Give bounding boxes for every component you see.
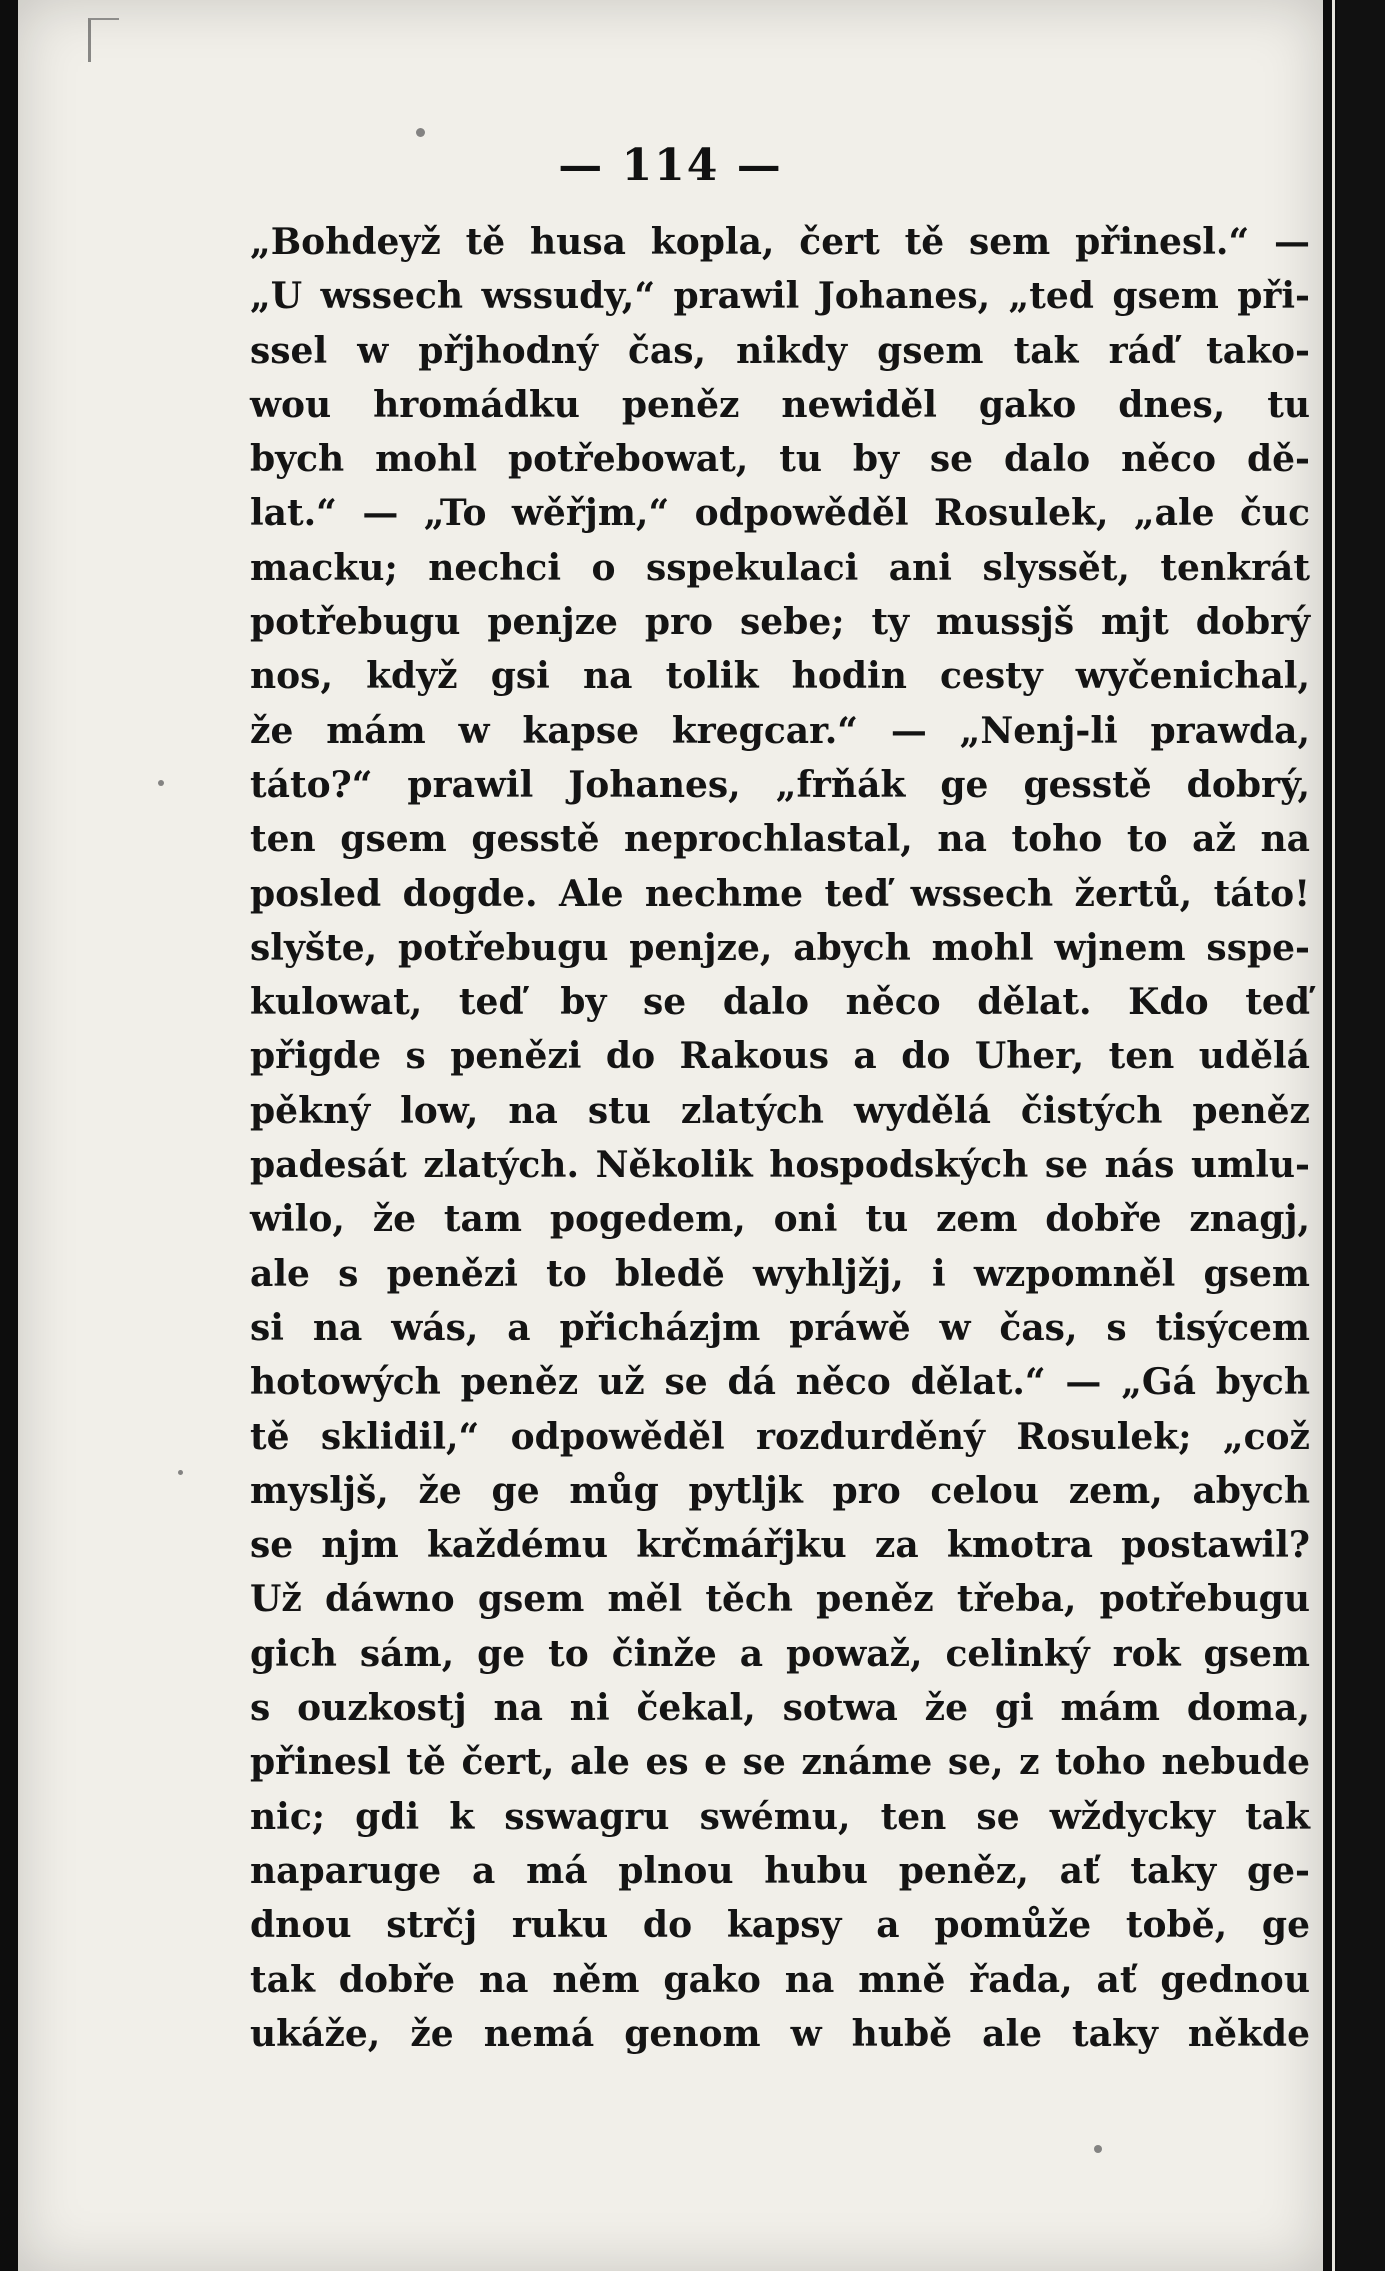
scan-border bbox=[1337, 0, 1385, 2271]
text-line: „Bohdeyž tě husa kopla, čert tě sem přinesl.“ — bbox=[250, 221, 1310, 263]
text-line: Už dáwno gsem měl těch peněz třeba, potřebugu bbox=[250, 1578, 1310, 1621]
text-line: wou hromádku peněz newiděl gako dnes, tu bbox=[250, 383, 1310, 426]
text-line: ukáže, že nemá genom w hubě ale taky někde bbox=[250, 2012, 1310, 2055]
binding-mark bbox=[88, 18, 119, 62]
text-line: že mám w kapse kregcar.“ — „Nenj-li prawda, bbox=[250, 709, 1310, 752]
ink-speck bbox=[178, 1470, 183, 1475]
text-line: ssel w přjhodný čas, nikdy gsem tak ráď tako- bbox=[250, 329, 1310, 372]
ink-speck bbox=[158, 780, 164, 786]
text-line: se njm každému krčmářjku za kmotra postawil? bbox=[250, 1524, 1310, 1567]
text-line: pěkný low, na stu zlatých wydělá čistých peněz bbox=[250, 1089, 1310, 1132]
text-line: dnou strčj ruku do kapsy a pomůže tobě, ge bbox=[250, 1904, 1310, 1947]
text-line: nic; gdi k sswagru swému, ten se wždycky tak bbox=[250, 1795, 1310, 1838]
text-line: si na wás, a přicházjm práwě w čas, s tisýcem bbox=[250, 1306, 1310, 1349]
text-line: tě sklidil,“ odpowěděl rozdurděný Rosulek; „což bbox=[250, 1415, 1310, 1458]
text-line: kulowat, teď by se dalo něco dělat. Kdo teď bbox=[250, 981, 1310, 1024]
text-line: macku; nechci o sspekulaci ani slyssět, tenkrát bbox=[250, 546, 1310, 589]
text-line: wilo, že tam pogedem, oni tu zem dobře znagj, bbox=[250, 1198, 1310, 1241]
text-line: tak dobře na něm gako na mně řada, ať gednou bbox=[250, 1958, 1310, 2001]
text-line: hotowých peněz už se dá něco dělat.“ — „Gá bych bbox=[250, 1361, 1310, 1404]
text-line: gich sám, ge to činže a powaž, celinký rok gsem bbox=[250, 1632, 1310, 1675]
body-text bbox=[250, 215, 1310, 2061]
text-line: posled dogde. Ale nechme teď wssech žertů, táto! bbox=[250, 872, 1310, 915]
page-edge bbox=[1332, 0, 1335, 2271]
page-number: — 114 — bbox=[558, 140, 783, 191]
text-line: lat.“ — „To wěřjm,“ odpowěděl Rosulek, „ale čuc bbox=[250, 492, 1310, 535]
text-line: táto?“ prawil Johanes, „frňák ge gesstě dobrý, bbox=[250, 763, 1310, 806]
text-line: bych mohl potřebowat, tu by se dalo něco dě- bbox=[250, 438, 1310, 481]
text-line: s ouzkostj na ni čekal, sotwa že gi mám doma, bbox=[250, 1687, 1310, 1730]
text-line: přinesl tě čert, ale es e se známe se, z toho nebude bbox=[250, 1741, 1310, 1784]
text-line: ale s penězi to bledě wyhljžj, i wzpomněl gsem bbox=[250, 1252, 1310, 1295]
text-line: „U wssech wssudy,“ prawil Johanes, „ted gsem při- bbox=[250, 275, 1310, 318]
text-line: nos, když gsi na tolik hodin cesty wyčenichal, bbox=[250, 655, 1310, 698]
text-line: slyšte, potřebugu penjze, abych mohl wjnem sspe- bbox=[250, 926, 1310, 969]
book-page bbox=[18, 0, 1323, 2271]
text-line: přigde s penězi do Rakous a do Uher, ten udělá bbox=[250, 1035, 1310, 1078]
ink-speck bbox=[416, 128, 425, 137]
text-line: potřebugu penjze pro sebe; ty mussjš mjt dobrý bbox=[250, 601, 1310, 644]
text-line: naparuge a má plnou hubu peněz, ať taky ge- bbox=[250, 1849, 1310, 1892]
text-line: padesát zlatých. Několik hospodských se nás umlu- bbox=[250, 1144, 1310, 1187]
text-line: ten gsem gesstě neprochlastal, na toho to až na bbox=[250, 818, 1310, 861]
text-line: myslјš, že ge můg pytljk pro celou zem, abych bbox=[250, 1469, 1310, 1512]
ink-speck bbox=[1094, 2145, 1102, 2153]
